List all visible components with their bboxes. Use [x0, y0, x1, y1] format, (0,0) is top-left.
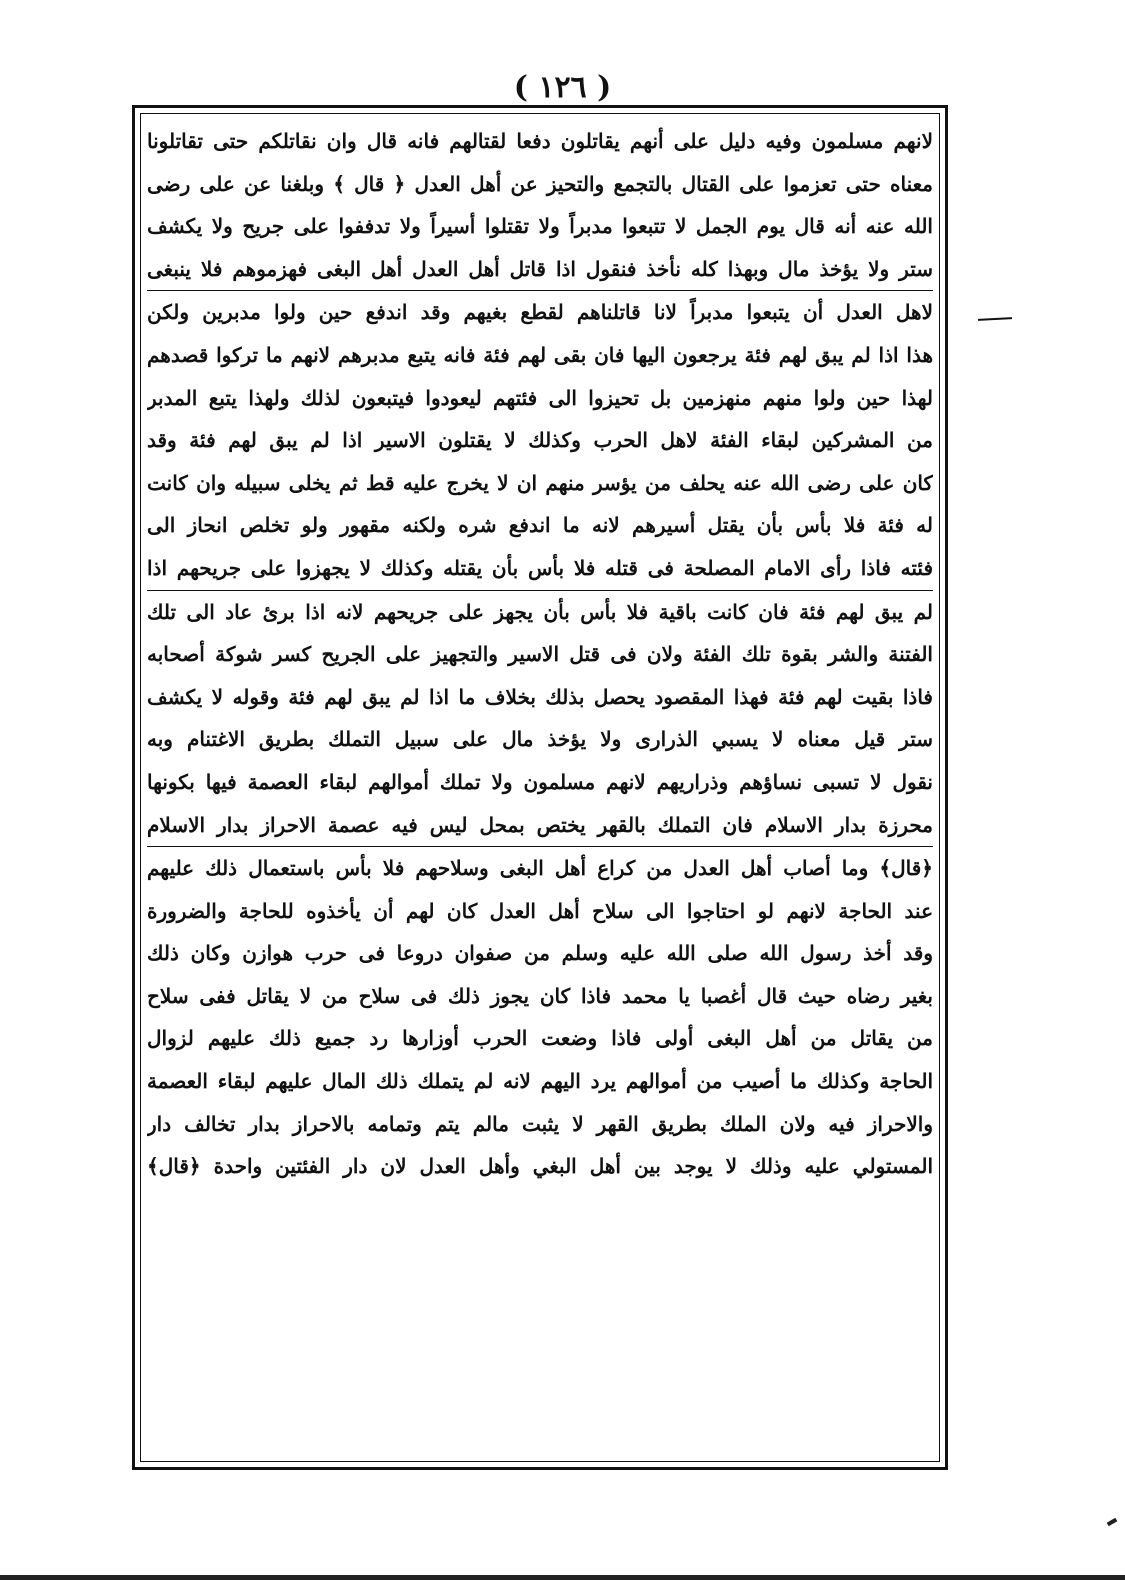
text-line: لم يبق لهم فئة فان كانت باقية فلا بأس بأن يجهز على جريحهم لانه اذا برئ عاد الى تلك	[147, 599, 933, 624]
scan-bottom-edge	[0, 1575, 1125, 1580]
text-line: ستر ولا يؤخذ مال وبهذا كله نأخذ فنقول اذا قاتل أهل العدل أهل البغى فهزموهم فلا ينبغى	[147, 248, 933, 292]
text-line: نقول لا تسبى نساؤهم وذراريهم لانهم مسلمون ولا تملك أموالهم لبقاء العصمة فيها بكونها	[147, 769, 933, 794]
text-line: ﴿قال﴾ وما أصاب أهل العدل من كراع أهل البغى وسلاحهم فلا بأس باستعمال ذلك عليهم	[147, 856, 933, 881]
text-line: من المشركين لبقاء الفئة لاهل الحرب وكذلك لا يقتلون الاسير اذا لم يبق لهم فئة وقد	[147, 428, 933, 453]
scan-speck	[1107, 1518, 1118, 1526]
body-text	[147, 120, 933, 1455]
text-line: معناه حتى تعزموا على القتال بالتجمع والتحيز عن أهل العدل ﴿ قال ﴾ وبلغنا عن على رضى	[147, 171, 933, 196]
text-line: وقد أخذ رسول الله صلى الله عليه وسلم من صفوان دروعا فى حرب هوازن وكان ذلك	[147, 941, 933, 966]
text-line: المستولي عليه وذلك لا يوجد بين أهل البغي وأهل العدل لان دار الفئتين واحدة ﴿قال﴾	[147, 1154, 933, 1179]
text-line: لاهل العدل أن يتبعوا مدبراً لانا قاتلناهم لقطع بغيهم وقد اندفع حين ولوا مدبرين ولكن	[147, 300, 933, 325]
text-line: الله عنه أنه قال يوم الجمل لا تتبعوا مدبراً ولا تقتلوا أسيراً ولا تدففوا على جريح ولا يكشف	[147, 214, 933, 239]
text-line: بغير رضاه حيث قال أغصبا يا محمد فاذا كان يجوز ذلك فى سلاح من لا يقاتل ففى سلاح	[147, 983, 933, 1008]
text-line: فاذا بقيت لهم فئة فهذا المقصود يحصل بذلك بخلاف ما اذا لم يبق لهم فئة وقوله لا يكشف	[147, 684, 933, 709]
text-line: من يقاتل من أهل البغى أولى فاذا وضعت الحرب أوزارها رد جميع ذلك عليهم لزوال	[147, 1026, 933, 1051]
page-number: ( ١٢٦ )	[513, 70, 612, 105]
text-line: هذا اذا لم يبق لهم فئة يرجعون اليها فان بقى لهم فئة فانه يتبع مدبرهم لانهم ما تركوا قصدهم	[147, 342, 933, 367]
text-line: ستر قيل معناه لا يسبي الذرارى ولا يؤخذ مال على سبيل التملك بطريق الاغتنام وبه	[147, 727, 933, 752]
text-line: فئته فاذا رأى الامام المصلحة فى قتله فلا بأس بأن يقتله وكذلك لا يجهزوا على جريحهم اذا	[147, 547, 933, 591]
text-line: عند الحاجة لانهم لو احتاجوا الى سلاح أهل العدل كان لهم أن يأخذوه للحاجة والضرورة	[147, 898, 933, 923]
text-line: الفتنة والشر بقوة تلك الفئة ولان فى قتل الاسير والتجهيز على الجريح كسر شوكة أصحابه	[147, 642, 933, 667]
text-line: لهذا حين ولوا منهم منهزمين بل تحيزوا الى فئتهم ليعودوا فيتبعون لذلك ولهذا يتبع المدبر	[147, 385, 933, 410]
text-line: محرزة بدار الاسلام فان التملك بالقهر يختص بمحل ليس فيه عصمة الاحراز بدار الاسلام	[147, 804, 933, 848]
text-line: له فئة فلا بأس بأن يقتل أسيرهم لانه ما اندفع شره ولكنه مقهور ولو تخلص انحاز الى	[147, 513, 933, 538]
text-frame	[132, 105, 948, 1470]
margin-mark	[978, 317, 1012, 321]
text-line: والاحراز فيه ولان الملك بطريق القهر لا يثبت مالم يتم وتمامه بالاحراز بدار تخالف دار	[147, 1111, 933, 1136]
text-line: كان على رضى الله عنه يحلف من يؤسر منهم ان لا يخرج عليه قط ثم يخلى سبيله وان كانت	[147, 470, 933, 495]
text-line: لانهم مسلمون وفيه دليل على أنهم يقاتلون دفعا لقتالهم فانه قال وان نقاتلكم حتى تقاتلونا	[147, 129, 933, 153]
text-line: الحاجة وكذلك ما أصيب من أموالهم يرد اليهم لانه لم يتملك ذلك المال عليهم لبقاء العصمة	[147, 1069, 933, 1094]
